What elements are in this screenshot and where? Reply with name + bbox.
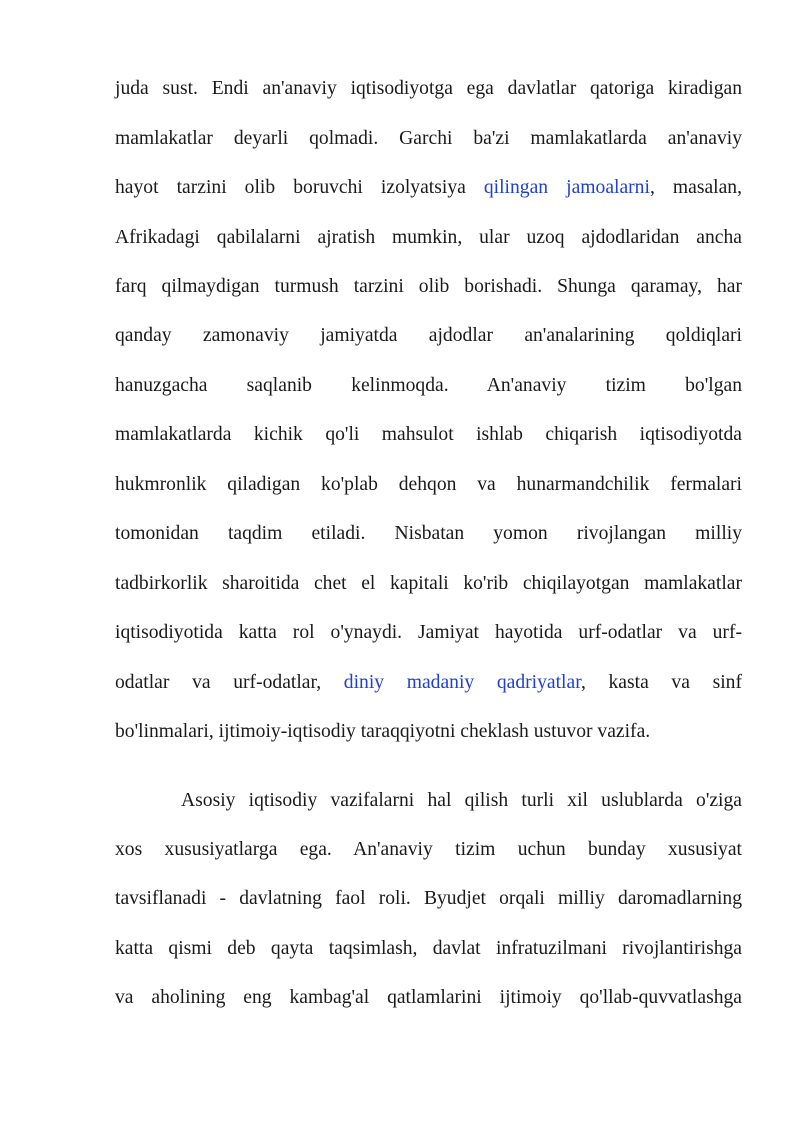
text-run: hanuzgacha saqlanib kelinmoqda. An'anaviy tizim bo'lgan	[115, 375, 742, 396]
text-run: Afrikadagi qabilalarni ajratish mumkin, ular uzoq ajdodlaridan ancha	[115, 227, 742, 248]
text-run: farq qilmaydigan turmush tarzini olib borishadi. Shunga qaramay, har	[115, 276, 742, 297]
hyperlink-qilingan-jamoalarni[interactable]: qilingan jamoalarni	[483, 177, 650, 198]
text-run: , masalan,	[649, 177, 742, 198]
paragraph-1-line-6	[115, 323, 742, 349]
paragraph-1-line-9	[115, 472, 742, 498]
paragraph-1-line-13	[115, 670, 742, 696]
paragraph-1-line-2	[115, 126, 742, 152]
paragraph-1-line-4	[115, 225, 742, 251]
text-run: katta qismi deb qayta taqsimlash, davlat infratuzilmani rivojlantirishga	[115, 938, 742, 959]
text-run: tadbirkorlik sharoitida chet el kapitali ko'rib chiqilayotgan mamlakatlar	[115, 573, 742, 594]
paragraph-1-line-11	[115, 571, 742, 597]
text-run: va aholining eng kambag'al qatlamlarini ijtimoiy qo'llab-quvvatlashga	[115, 987, 742, 1008]
paragraph-1-line-12	[115, 620, 742, 646]
text-run: mamlakatlar deyarli qolmadi. Garchi ba'zi mamlakatlarda an'anaviy	[115, 128, 742, 149]
text-run: hukmronlik qiladigan ko'plab dehqon va hunarmandchilik fermalari	[115, 474, 742, 495]
hyperlink-diniy-madaniy-qadriyatlar[interactable]: diniy madaniy qadriyatlar	[343, 672, 581, 693]
paragraph-2-line-2	[115, 837, 742, 863]
text-run: iqtisodiyotida katta rol o'ynaydi. Jamiyat hayotida urf-odatlar va urf-	[115, 622, 742, 643]
text-run: qanday zamonaviy jamiyatda ajdodlar an'analarining qoldiqlari	[115, 325, 742, 346]
paragraph-1-line-10	[115, 521, 742, 547]
paragraph-2-line-4	[115, 936, 742, 962]
text-run: odatlar va urf-odatlar,	[115, 672, 344, 693]
paragraph-1-line-3	[115, 175, 742, 201]
paragraph-1-line-14	[115, 719, 742, 745]
text-run: Asosiy iqtisodiy vazifalarni hal qilish turli xil uslublarda o'ziga	[181, 790, 742, 811]
text-run: tavsiflanadi - davlatning faol roli. Byudjet orqali milliy daromadlarning	[115, 888, 742, 909]
paragraph-1-line-5	[115, 274, 742, 300]
paragraph-1-line-7	[115, 373, 742, 399]
paragraph-2-line-5	[115, 985, 742, 1011]
text-run: bo'linmalari, ijtimoiy-iqtisodiy taraqqiyotni cheklash ustuvor vazifa.	[115, 721, 651, 742]
paragraph-2-line-3	[115, 886, 742, 912]
text-run: mamlakatlarda kichik qo'li mahsulot ishlab chiqarish iqtisodiyotda	[115, 424, 742, 445]
paragraph-1-line-1	[115, 76, 742, 102]
text-run: , kasta va sinf	[580, 672, 742, 693]
paragraph-1-line-8	[115, 422, 742, 448]
text-run: xos xususiyatlarga ega. An'anaviy tizim uchun bunday xususiyat	[115, 839, 742, 860]
text-run: tomonidan taqdim etiladi. Nisbatan yomon rivojlangan milliy	[115, 523, 742, 544]
text-run: hayot tarzini olib boruvchi izolyatsiya	[115, 177, 484, 198]
paragraph-2-line-1	[181, 788, 742, 814]
text-run: juda sust. Endi an'anaviy iqtisodiyotga ega davlatlar qatoriga kiradigan	[115, 78, 742, 99]
